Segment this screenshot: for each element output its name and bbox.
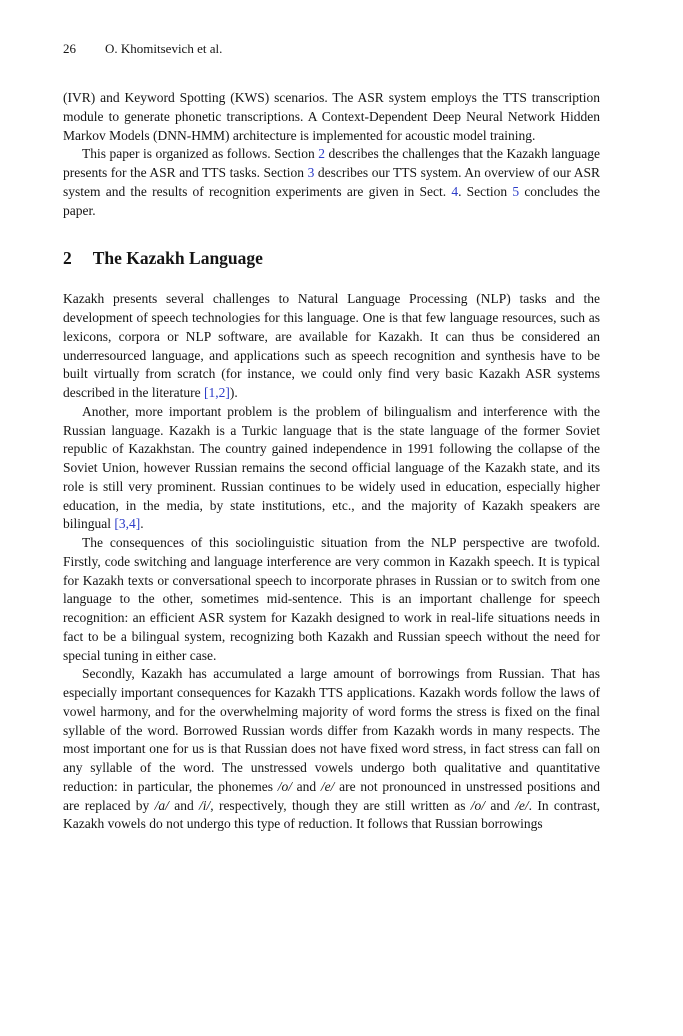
page-content [63, 41, 600, 834]
reference-link[interactable]: [1,2] [203, 385, 230, 400]
text-segment: . In contrast, Kazakh vowels do not undergo this type of reduction. It follows that Russian borrowings [63, 797, 600, 832]
text-segment: /i/ [199, 797, 211, 813]
reference-link[interactable]: 2 [318, 146, 325, 162]
text-segment: and [168, 797, 199, 813]
text-segment: /e/ [515, 797, 529, 813]
text-segment: Another, more important problem is the problem of bilingualism and interference with the Russian language. Kazakh is a Turkic language that is the state language of the former Soviet republic of Kazakhstan. The country gained independence in 1991 following the collapse of the Soviet Union, however Russian remains the second official language of the Kazakh state, and its role is still very prominent. Russian continues to be widely used in education, especially higher education, in the media, by state institutions, etc., and the majority of Kazakh speakers are bilingual [63, 403, 600, 532]
paragraph [63, 403, 600, 534]
text-segment: . [140, 516, 144, 532]
paragraph [63, 145, 600, 220]
text-segment: Kazakh presents several challenges to Natural Language Processing (NLP) tasks and the development of speech technologies for this language. One is that few language resources, such as lexicons, corpora or NLP software, are available for Kazakh. It can thus be considered an underresourced language, and applications such as speech recognition and synthesis have to be built virtually from scratch (for instance, we could only find very basic Kazakh ASR systems described in the literature [63, 291, 600, 400]
text-segment: concludes the paper. [63, 183, 600, 218]
text-segment: (IVR) and Keyword Spotting (KWS) scenarios. The ASR system employs the TTS transcription module to generate phonetic transcriptions. A Context-Dependent Deep Neural Network Hidden Markov Models (DNN-HMM) architecture is implemented for acoustic model training. [63, 90, 600, 143]
section-number: 2 [63, 248, 72, 269]
text-segment: are not pronounced in unstressed positions and are replaced by [63, 778, 601, 813]
text-segment: /o/ [470, 797, 486, 813]
paragraph [63, 665, 600, 834]
text-segment: describes the challenges that the Kazakh language presents for the ASR and TTS tasks. Section [63, 146, 600, 180]
text-segment: /a/ [154, 797, 169, 813]
text-segment: describes our TTS system. An overview of our ASR system and the results of recognition experiments are given in Sect. [63, 165, 600, 199]
text-segment: . Section [458, 183, 513, 199]
text-segment: The consequences of this sociolinguistic situation from the NLP perspective are twofold. Firstly, code switching and language interference are very common in Kazakh speech. It is typical for Kazakh texts or conversational speech to incorporate phrases in Russian or to switch from one language to the other, sometimes mid-sentence. This is an important challenge for speech recognition: an efficient ASR system for Kazakh designed to work in real-life situations needs in fact to be a bilingual system, recognizing both Kazakh and Russian speech without the need for special tuning in either case. [63, 535, 600, 663]
text-segment: /e/ [320, 778, 335, 794]
paragraph [63, 534, 600, 665]
running-title: O. Khomitsevich et al. [105, 41, 223, 56]
reference-link[interactable]: 4 [451, 183, 459, 199]
text-segment: and [485, 797, 516, 813]
text-segment: , respectively, though they are still written as [210, 797, 471, 813]
paragraph [63, 290, 600, 403]
reference-link[interactable]: 3 [307, 165, 315, 180]
text-segment: ). [229, 385, 238, 400]
page-number: 26 [63, 41, 76, 56]
page-header [63, 41, 600, 56]
reference-link[interactable]: 5 [512, 183, 520, 199]
text-segment: This paper is organized as follows. Section [82, 146, 319, 162]
paragraph [63, 89, 600, 145]
section-title: The Kazakh Language [92, 248, 263, 269]
reference-link[interactable]: [3,4] [114, 516, 141, 532]
section-heading [63, 248, 600, 268]
text-segment: and [291, 778, 321, 794]
text-segment: /o/ [277, 778, 292, 794]
text-segment: Secondly, Kazakh has accumulated a large amount of borrowings from Russian. That has especially important consequences for Kazakh TTS applications. Kazakh words follow the laws of vowel harmony, and for the overwhelming majority of word forms the stress is fixed on the final syllable of the word. Borrowed Russian words differ from Kazakh words in many respects. The most important one for us is that Russian does not have fixed word stress, in fact stress can fall on any syllable of the word. The unstressed vowels undergo both qualitative and quantitative reduction: in particular, the phonemes [63, 666, 600, 794]
